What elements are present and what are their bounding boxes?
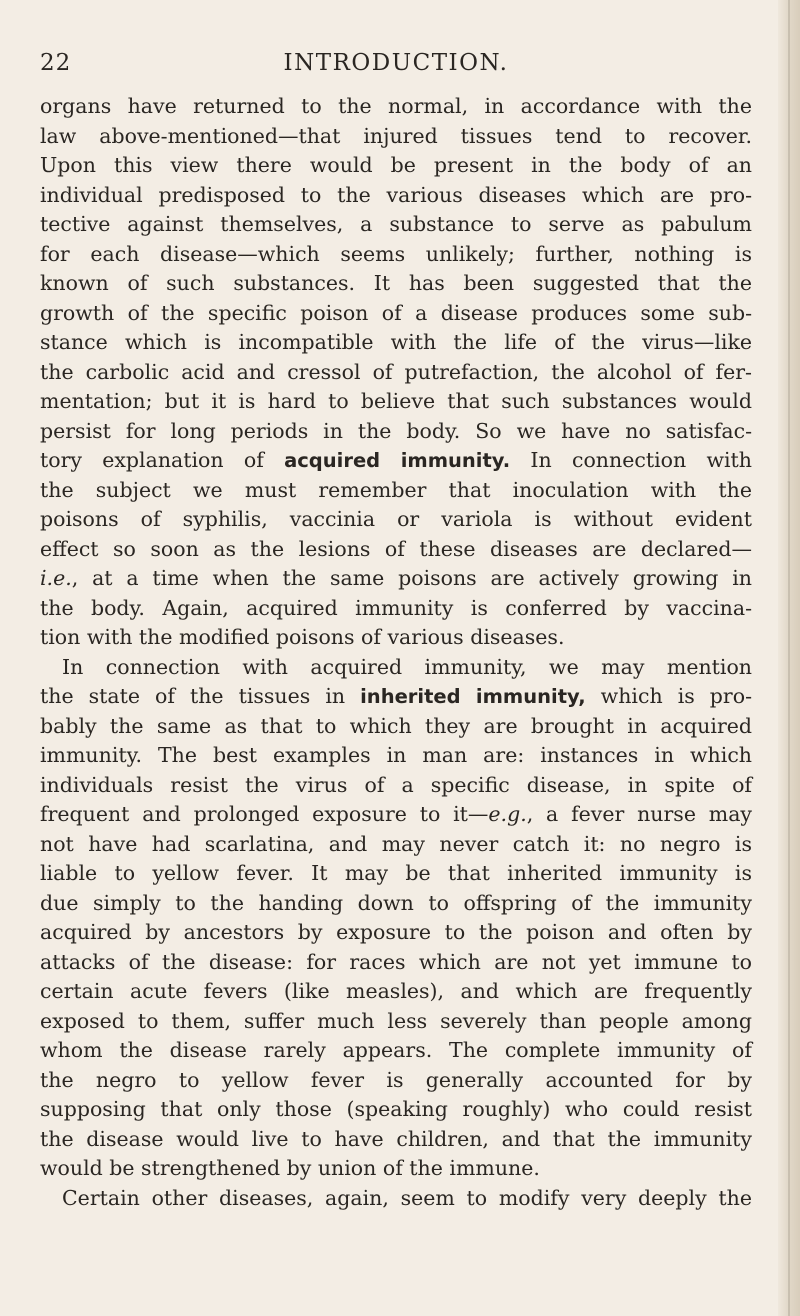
text-segment: due simply to the handing down to offspring of the immunity [40, 890, 752, 915]
text-segment: poisons of syphilis, vaccinia or variola is without evident [40, 507, 752, 531]
text-segment: the negro to yellow fever is generally accounted for by [40, 1067, 752, 1092]
text-line [40, 830, 752, 860]
text-line [40, 476, 752, 506]
text-line [40, 889, 752, 919]
text-segment: acquired by ancestors by exposure to the poison and often by [40, 920, 752, 944]
text-segment: immunity. The best examples in man are: instances in which [40, 743, 752, 767]
text-segment: , at a time when the same poisons are actively growing in [71, 566, 752, 590]
text-segment: tory explanation of [40, 448, 285, 472]
text-line [40, 712, 752, 742]
text-segment: liable to yellow fever. It may be that inherited immunity is [40, 861, 752, 885]
text-line [40, 210, 752, 240]
text-line [40, 151, 752, 181]
text-segment: exposed to them, suffer much less severely than people among [40, 1008, 752, 1033]
paragraph [40, 1184, 752, 1214]
bold-term: inherited immunity, [360, 685, 586, 708]
text-line [40, 269, 752, 299]
text-line [40, 741, 752, 771]
text-segment: In connection with acquired immunity, we may mention [62, 654, 752, 679]
text-line [40, 1125, 752, 1155]
text-line [40, 535, 752, 565]
paragraph [40, 653, 752, 1184]
italic-term: e.g. [488, 802, 527, 826]
text-line [40, 1007, 752, 1037]
text-line [40, 122, 752, 152]
text-line [40, 800, 752, 830]
text-segment: Upon this view there would be present in the body of an [40, 153, 752, 177]
text-segment: , a fever nurse may [526, 802, 752, 826]
body-text [40, 92, 752, 1213]
text-line [40, 328, 752, 358]
text-segment: organs have returned to the normal, in accordance with the [40, 94, 752, 118]
text-segment: effect so soon as the lesions of these diseases are declared— [40, 536, 752, 561]
text-line [40, 653, 752, 683]
text-line [40, 299, 752, 329]
text-segment: certain acute fevers (like measles), and which are frequently [40, 979, 752, 1003]
text-segment: supposing that only those (speaking roughly) who could resist [40, 1097, 752, 1121]
text-segment: law above-mentioned—that injured tissues tend to recover. [40, 123, 752, 148]
text-segment: stance which is incompatible with the life of the virus—like [40, 330, 752, 354]
text-segment: individual predisposed to the various diseases which are pro- [40, 182, 752, 207]
text-segment: the disease would live to have children, and that the immunity [40, 1126, 752, 1151]
text-line [40, 1036, 752, 1066]
text-segment: individuals resist the virus of a specific disease, in spite of [40, 772, 752, 797]
text-segment: mentation; but it is hard to believe that such substances would [40, 389, 752, 413]
text-segment: In connection with [510, 448, 752, 472]
text-line [40, 446, 752, 476]
text-segment: which is pro- [585, 684, 753, 708]
running-title: INTRODUCTION. [283, 50, 509, 76]
italic-term: i.e. [40, 566, 72, 590]
text-line [40, 918, 752, 948]
text-line [40, 948, 752, 978]
text-segment: attacks of the disease: for races which are not yet immune to [40, 949, 752, 974]
text-line [40, 682, 752, 712]
text-segment: the body. Again, acquired immunity is conferred by vaccina- [40, 595, 752, 620]
text-line [40, 564, 752, 594]
text-segment: would be strengthened by union of the immune. [40, 1156, 540, 1180]
text-segment: known of such substances. It has been suggested that the [40, 271, 752, 295]
text-line [40, 240, 752, 270]
text-line [40, 417, 752, 447]
text-line [40, 771, 752, 801]
text-segment: whom the disease rarely appears. The complete immunity of [40, 1038, 752, 1062]
text-line [40, 92, 752, 122]
text-segment: persist for long periods in the body. So we have no satisfac- [40, 418, 752, 443]
text-line [40, 594, 752, 624]
text-line [40, 1184, 752, 1214]
text-segment: bably the same as that to which they are brought in acquired [40, 713, 752, 738]
text-line [40, 505, 752, 535]
text-line [40, 181, 752, 211]
text-segment: frequent and prolonged exposure to it— [40, 802, 489, 826]
text-segment: the carbolic acid and cressol of putrefaction, the alcohol of fer- [40, 359, 752, 384]
paragraph [40, 92, 752, 653]
text-line [40, 977, 752, 1007]
text-segment: Certain other diseases, again, seem to modify very deeply the [62, 1185, 752, 1210]
text-segment: for each disease—which seems unlikely; further, nothing is [40, 241, 752, 266]
text-segment: not have had scarlatina, and may never catch it: no negro is [40, 831, 752, 856]
text-line [40, 1066, 752, 1096]
text-line [40, 859, 752, 889]
text-segment: tective against themselves, a substance to serve as pabulum [40, 212, 752, 236]
text-line [40, 358, 752, 388]
text-line [40, 387, 752, 417]
bold-term: acquired immunity. [284, 449, 511, 472]
text-line [40, 623, 752, 653]
text-line [40, 1095, 752, 1125]
text-segment: growth of the specific poison of a disease produces some sub- [40, 300, 752, 325]
text-segment: tion with the modified poisons of various diseases. [40, 625, 565, 649]
text-segment: the subject we must remember that inoculation with the [40, 477, 752, 502]
running-head [40, 50, 752, 84]
text-line [40, 1154, 752, 1184]
text-segment: the state of the tissues in [40, 684, 361, 708]
page-edge-line [788, 0, 790, 1316]
page-number: 22 [40, 50, 72, 76]
